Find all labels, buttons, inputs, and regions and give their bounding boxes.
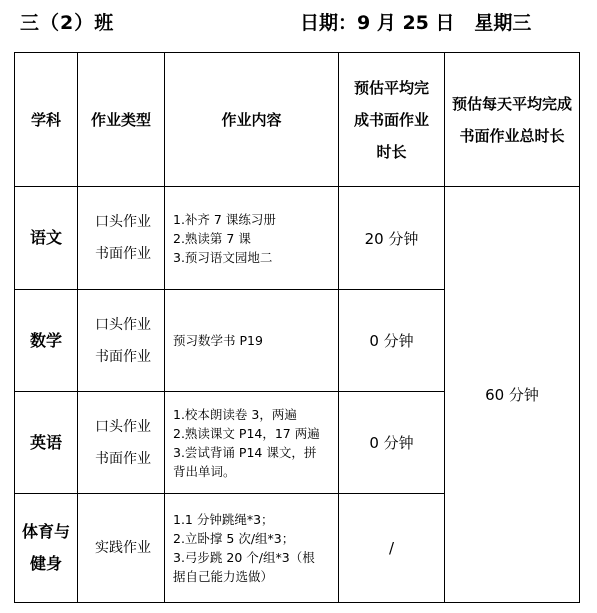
content-cell: 1.校本朗读卷 3，两遍 2.熟读课文 P14，17 两遍 3.尝试背诵 P14 课文，拼 背出单词。 <box>165 392 339 494</box>
content-cell: 1.补齐 7 课练习册 2.熟读第 7 课 3.预习语文园地二 <box>165 187 339 290</box>
content-header: 作业内容 <box>165 53 339 187</box>
type-header: 作业类型 <box>78 53 165 187</box>
total-time-header: 预估每天平均完成 书面作业总时长 <box>445 53 580 187</box>
date-label: 日期：9 月 25 日 星期三 <box>300 12 532 34</box>
time-cell: 0 分钟 <box>339 392 445 494</box>
homework-table <box>14 52 580 603</box>
page-header <box>0 0 597 40</box>
content-cell: 预习数学书 P19 <box>165 290 339 392</box>
subject-cell: 数学 <box>15 290 78 392</box>
class-label: 三（2）班 <box>20 12 115 34</box>
type-cell: 口头作业 书面作业 <box>78 392 165 494</box>
total-time-cell: 60 分钟 <box>445 187 580 603</box>
type-cell: 口头作业 书面作业 <box>78 187 165 290</box>
subject-cell: 语文 <box>15 187 78 290</box>
type-cell: 口头作业 书面作业 <box>78 290 165 392</box>
table-row <box>15 187 580 290</box>
time-cell: / <box>339 494 445 603</box>
time-header: 预估平均完 成书面作业 时长 <box>339 53 445 187</box>
subject-header: 学科 <box>15 53 78 187</box>
subject-cell: 体育与 健身 <box>15 494 78 603</box>
content-cell: 1.1 分钟跳绳*3； 2.立卧撑 5 次/组*3； 3.弓步跳 20 个/组*3（根 据自己能力选做） <box>165 494 339 603</box>
table-header-row <box>15 53 580 187</box>
time-cell: 0 分钟 <box>339 290 445 392</box>
time-cell: 20 分钟 <box>339 187 445 290</box>
subject-cell: 英语 <box>15 392 78 494</box>
type-cell: 实践作业 <box>78 494 165 603</box>
